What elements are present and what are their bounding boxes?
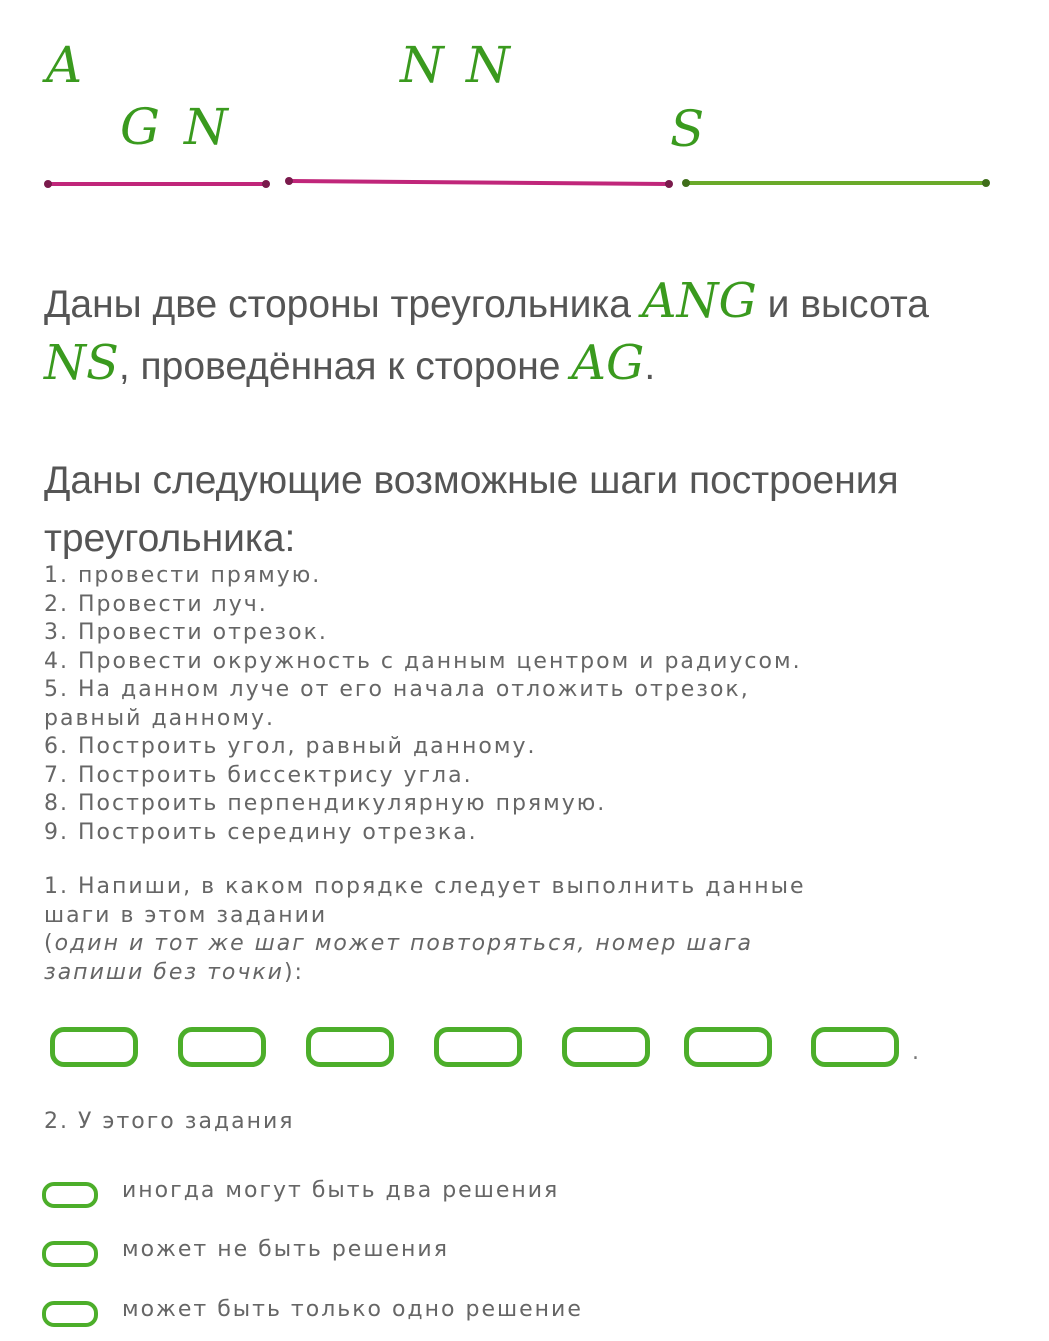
intro-text-3: , проведённая к стороне xyxy=(118,345,572,388)
hint-line1: один и тот же шаг может повторяться, номер шага xyxy=(54,931,754,956)
step-item: 5. На данном луче от его начала отложить отрезок, xyxy=(44,677,750,702)
answer-box-1[interactable] xyxy=(50,1027,138,1067)
steps-list xyxy=(44,562,1044,847)
answer-box-4[interactable] xyxy=(434,1027,522,1067)
step-item: 1. провести прямую. xyxy=(44,563,322,588)
answer-box-7[interactable] xyxy=(811,1027,899,1067)
intro-text-1: Даны две стороны треугольника xyxy=(44,283,642,326)
task1-line1: 1. Напиши, в каком порядке следует выполнить данные xyxy=(44,874,806,899)
step-item: 2. Провести луч. xyxy=(44,591,268,617)
hint-close: ): xyxy=(283,959,304,985)
hint-line2: запиши без точки xyxy=(44,959,284,985)
step-item: 8. Построить перпендикулярную прямую. xyxy=(44,791,607,816)
task2-title: 2. У этого задания xyxy=(44,1109,295,1134)
task1-line2: шаги в этом задании xyxy=(44,902,328,928)
given-segments xyxy=(0,160,1049,210)
answer-terminator: . xyxy=(912,1040,919,1065)
point-label-g: G xyxy=(120,98,160,156)
hint-open: ( xyxy=(44,931,55,956)
segment-ng xyxy=(285,177,673,188)
segment-ag xyxy=(44,180,270,188)
point-label-s: S xyxy=(670,100,705,158)
step-item: равный данному. xyxy=(44,705,275,731)
answer-box-3[interactable] xyxy=(306,1027,394,1067)
step-item: 7. Построить биссектрису угла. xyxy=(44,762,473,788)
answer-box-2[interactable] xyxy=(178,1027,266,1067)
steps-heading: Даны следующие возможные шаги построения треугольника: xyxy=(44,459,899,560)
height-name: NS xyxy=(44,335,119,391)
option-label: может не быть решения xyxy=(122,1237,449,1262)
radio-button[interactable] xyxy=(42,1301,98,1327)
intro-text-4: . xyxy=(644,345,656,388)
triangle-name: ANG xyxy=(641,273,757,329)
side-name: AG xyxy=(571,335,645,391)
point-label-n-2: N xyxy=(466,36,510,94)
radio-button[interactable] xyxy=(42,1182,98,1208)
step-item: 9. Построить середину отрезка. xyxy=(44,819,478,845)
problem-statement xyxy=(44,272,1034,396)
answer-box-5[interactable] xyxy=(562,1027,650,1067)
task1-hint xyxy=(44,930,1044,959)
step-item: 3. Провести отрезок. xyxy=(44,620,328,645)
option-label: иногда могут быть два решения xyxy=(122,1178,560,1203)
point-label-a: A xyxy=(46,36,83,94)
task1-question xyxy=(44,873,1044,987)
step-item: 6. Построить угол, равный данному. xyxy=(44,734,537,759)
intro-text-2: и высота xyxy=(756,283,929,326)
option-label: может быть только одно решение xyxy=(122,1297,583,1322)
segment-ns xyxy=(682,179,990,187)
point-label-n-1: N xyxy=(400,36,444,94)
task1-hint-2 xyxy=(44,959,1044,988)
point-label-n-3: N xyxy=(184,98,228,156)
step-item: 4. Провести окружность с данным центром и радиусом. xyxy=(44,648,802,674)
radio-button[interactable] xyxy=(42,1241,98,1267)
answer-box-6[interactable] xyxy=(684,1027,772,1067)
